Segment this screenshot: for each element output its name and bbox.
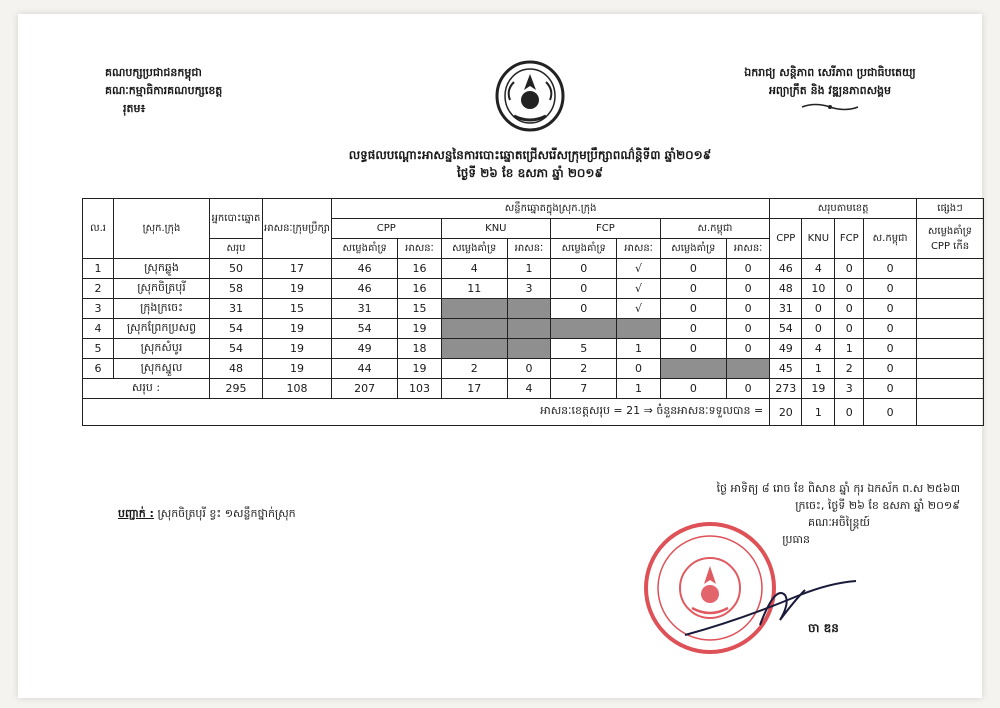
cell-cpp-seats: 18 [398,339,441,359]
cell-total-sk: 0 [864,359,917,379]
total-cpp-votes: 207 [332,379,398,399]
party-header-sk: ស.កម្ពុជា [660,219,770,239]
cell-sk-votes: 0 [660,279,726,299]
cell-knu-votes: 4 [441,259,507,279]
cell-fcp-votes-shaded [551,319,617,339]
cell-no: 2 [83,279,114,299]
cell-seats: 15 [263,299,332,319]
cell-other [917,339,984,359]
cell-total-cpp: 46 [770,259,802,279]
cell-no: 3 [83,299,114,319]
cell-fcp-votes: 0 [551,259,617,279]
total-sum-fcp: 3 [835,379,864,399]
place-date: ក្រចេះ, ថ្ងៃទី ២៦ ខែ ឧសភា ឆ្នាំ ២០១៩ [795,499,960,512]
sub-votes-sk: សម្លេងគាំទ្រ [660,239,726,259]
cell-fcp-votes: 5 [551,339,617,359]
sum-header-knu: KNU [802,219,835,259]
cell-other [917,279,984,299]
party-header-knu: KNU [441,219,551,239]
cell-voters: 54 [210,339,263,359]
title-line2: ថ្ងៃទី ២៦ ខែ ឧសភា ឆ្នាំ ២០១៩ [457,166,603,180]
cell-sk-votes: 0 [660,319,726,339]
table-row [83,359,984,379]
cell-sk-votes: 0 [660,259,726,279]
cell-sk-votes-shaded [660,359,726,379]
total-other [917,379,984,399]
total-row [83,379,984,399]
cell-district: ក្រុងក្រចេះ [114,299,210,319]
cell-district: ស្រុកស្នួល [114,359,210,379]
seat-allocation-row [83,399,984,426]
table-row [83,279,984,299]
cell-seats: 17 [263,259,332,279]
cell-voters: 50 [210,259,263,279]
table-row [83,299,984,319]
cell-total-fcp: 0 [835,299,864,319]
cell-total-sk: 0 [864,259,917,279]
ornament-icon [800,102,860,112]
cell-no: 5 [83,339,114,359]
other-sub-header: សម្លេងគាំទ្រ CPP កើន [917,219,984,259]
header-right [700,64,960,118]
cell-knu-seats-shaded [507,299,550,319]
cell-voters: 48 [210,359,263,379]
results-table [82,198,984,426]
cell-no: 4 [83,319,114,339]
cell-total-fcp: 0 [835,319,864,339]
cell-total-fcp: 1 [835,339,864,359]
cell-total-cpp: 48 [770,279,802,299]
sub-votes-knu: សម្លេងគាំទ្រ [441,239,507,259]
motto-line2: អព្យាក្រឹត និង វឌ្ឍនភាពសង្គម [768,84,892,97]
cell-no: 1 [83,259,114,279]
table-row [83,319,984,339]
sub-votes-fcp: សម្លេងគាំទ្រ [551,239,617,259]
allocated-fcp: 0 [835,399,864,426]
cell-fcp-seats: √ [617,299,660,319]
col-voters-header: អ្នកបោះឆ្នោត [210,199,263,239]
cell-cpp-votes: 49 [332,339,398,359]
cell-total-sk: 0 [864,319,917,339]
party-header-fcp: FCP [551,219,661,239]
total-sk-votes: 0 [660,379,726,399]
cell-cpp-seats: 16 [398,259,441,279]
cell-cpp-seats: 19 [398,319,441,339]
cell-total-knu: 4 [802,339,835,359]
cell-total-knu: 1 [802,359,835,379]
total-seats: 108 [263,379,332,399]
cell-district: ស្រុកព្រែកប្រសព្វ [114,319,210,339]
cell-cpp-votes: 46 [332,279,398,299]
cell-total-knu: 0 [802,319,835,339]
cell-knu-votes-shaded [441,339,507,359]
cell-total-fcp: 0 [835,279,864,299]
cell-sk-seats: 0 [727,319,770,339]
cell-sk-votes: 0 [660,299,726,319]
cell-cpp-votes: 31 [332,299,398,319]
total-voters: 295 [210,379,263,399]
cell-voters: 54 [210,319,263,339]
cell-total-fcp: 2 [835,359,864,379]
cell-district: ស្រុកសំបូរ [114,339,210,359]
cell-other [917,359,984,379]
cell-total-sk: 0 [864,339,917,359]
party-name: គណបក្សប្រជាជនកម្ពុជា [105,66,202,79]
seat-allocation-label: អាសនៈខេត្តសរុប = 21 ⇒ ចំនួនអាសនៈទទួលបាន = [83,399,770,426]
reference-label: រុតម៖ [123,102,146,115]
cell-knu-seats-shaded [507,339,550,359]
total-cpp-seats: 103 [398,379,441,399]
cell-knu-votes: 2 [441,359,507,379]
cell-fcp-seats-shaded [617,319,660,339]
cell-fcp-votes: 0 [551,279,617,299]
signer-title: ប្រធាន [782,533,810,546]
cell-sk-seats: 0 [727,259,770,279]
total-knu-seats: 4 [507,379,550,399]
sub-seats-sk: អាសនៈ [727,239,770,259]
cell-total-knu: 0 [802,299,835,319]
cell-knu-votes: 11 [441,279,507,299]
cell-knu-votes-shaded [441,319,507,339]
cell-knu-seats: 3 [507,279,550,299]
cell-sk-seats: 0 [727,279,770,299]
summary-group-header: សរុបតាមខេត្ត [770,199,917,219]
signer-body: គណៈអចិន្ត្រៃយ៍ [808,516,870,529]
lunar-date: ថ្ងៃ អាទិត្យ ៨ រោច ខែ ពិសាខ ឆ្នាំ កុរ ឯកស័ក ព.ស ២៥៦៣ [716,482,960,495]
cell-fcp-seats: √ [617,259,660,279]
total-knu-votes: 17 [441,379,507,399]
cell-sk-votes: 0 [660,339,726,359]
header-left [105,64,222,118]
party-emblem-icon [494,60,566,132]
col-district-header: ស្រុក.ក្រុង [114,199,210,259]
cell-total-knu: 10 [802,279,835,299]
cell-other [917,299,984,319]
cell-total-sk: 0 [864,279,917,299]
cell-cpp-votes: 54 [332,319,398,339]
cell-total-cpp: 54 [770,319,802,339]
cell-voters: 58 [210,279,263,299]
cell-total-knu: 4 [802,259,835,279]
cell-total-sk: 0 [864,299,917,319]
col-no-header: ល.រ [83,199,114,259]
total-fcp-seats: 1 [617,379,660,399]
note [118,507,296,523]
note-text: ស្រុកចិត្របុរី ខ្វះ ១សន្លឹកថ្នាក់ស្រុក [157,507,296,520]
cell-cpp-seats: 16 [398,279,441,299]
cell-total-cpp: 45 [770,359,802,379]
cell-total-cpp: 31 [770,299,802,319]
other-header: ផ្សេងៗ [917,199,984,219]
total-sum-cpp: 273 [770,379,802,399]
total-label: សរុប : [83,379,210,399]
cell-knu-seats: 0 [507,359,550,379]
cell-seats: 19 [263,279,332,299]
sub-seats-knu: អាសនៈ [507,239,550,259]
signer-name: ចា ឌន [808,621,839,635]
cell-sk-seats: 0 [727,339,770,359]
sum-header-fcp: FCP [835,219,864,259]
sub-seats-fcp: អាសនៈ [617,239,660,259]
total-fcp-votes: 7 [551,379,617,399]
cell-fcp-seats: 0 [617,359,660,379]
cell-seats: 19 [263,359,332,379]
cell-district: ស្រុកចិត្របុរី [114,279,210,299]
cell-cpp-seats: 19 [398,359,441,379]
cell-other [917,319,984,339]
cell-fcp-votes: 2 [551,359,617,379]
col-seats-header: អាសនៈក្រុមប្រឹក្សា [263,199,332,259]
party-header-cpp: CPP [332,219,442,239]
cell-cpp-votes: 44 [332,359,398,379]
sub-seats-cpp: អាសនៈ [398,239,441,259]
cell-sk-seats: 0 [727,299,770,319]
sum-header-sk: ស.កម្ពុជា [864,219,917,259]
motto-line1: ឯករាជ្យ សន្តិភាព សេរីភាព ប្រជាធិបតេយ្យ [744,66,916,79]
cell-total-cpp: 49 [770,339,802,359]
sum-header-cpp: CPP [770,219,802,259]
cell-no: 6 [83,359,114,379]
sub-votes-cpp: សម្លេងគាំទ្រ [332,239,398,259]
table-row [83,259,984,279]
note-label: បញ្ជាក់ : [118,507,154,520]
document-title [230,146,830,182]
allocated-other [917,399,984,426]
title-line1: លទ្ធផលបណ្ដោះអាសន្ននៃការបោះឆ្នោតជ្រើសរើសក្រុមប្រឹក្សាពណ៌ន្តិទី៣ ឆ្នាំ២០១៩ [348,148,712,162]
cell-voters: 31 [210,299,263,319]
total-sk-seats: 0 [727,379,770,399]
cell-knu-seats-shaded [507,319,550,339]
voters-sub-header: សរុប [210,239,263,259]
cell-cpp-seats: 15 [398,299,441,319]
cell-other [917,259,984,279]
cell-district: ស្រុកឆ្លូង [114,259,210,279]
cell-seats: 19 [263,319,332,339]
total-sum-knu: 19 [802,379,835,399]
total-sum-sk: 0 [864,379,917,399]
cell-knu-seats: 1 [507,259,550,279]
cell-total-fcp: 0 [835,259,864,279]
cell-knu-votes-shaded [441,299,507,319]
cell-cpp-votes: 46 [332,259,398,279]
allocated-sk: 0 [864,399,917,426]
allocated-cpp: 20 [770,399,802,426]
results-group-header: សន្លឹកឆ្នោតក្នុងស្រុក.ក្រុង [332,199,770,219]
committee-name: គណៈកម្មាធិការគណបក្សខេត្ត [105,84,223,97]
allocated-knu: 1 [802,399,835,426]
cell-sk-seats-shaded [727,359,770,379]
cell-fcp-votes: 0 [551,299,617,319]
table-row [83,339,984,359]
cell-fcp-seats: 1 [617,339,660,359]
cell-fcp-seats: √ [617,279,660,299]
cell-seats: 19 [263,339,332,359]
